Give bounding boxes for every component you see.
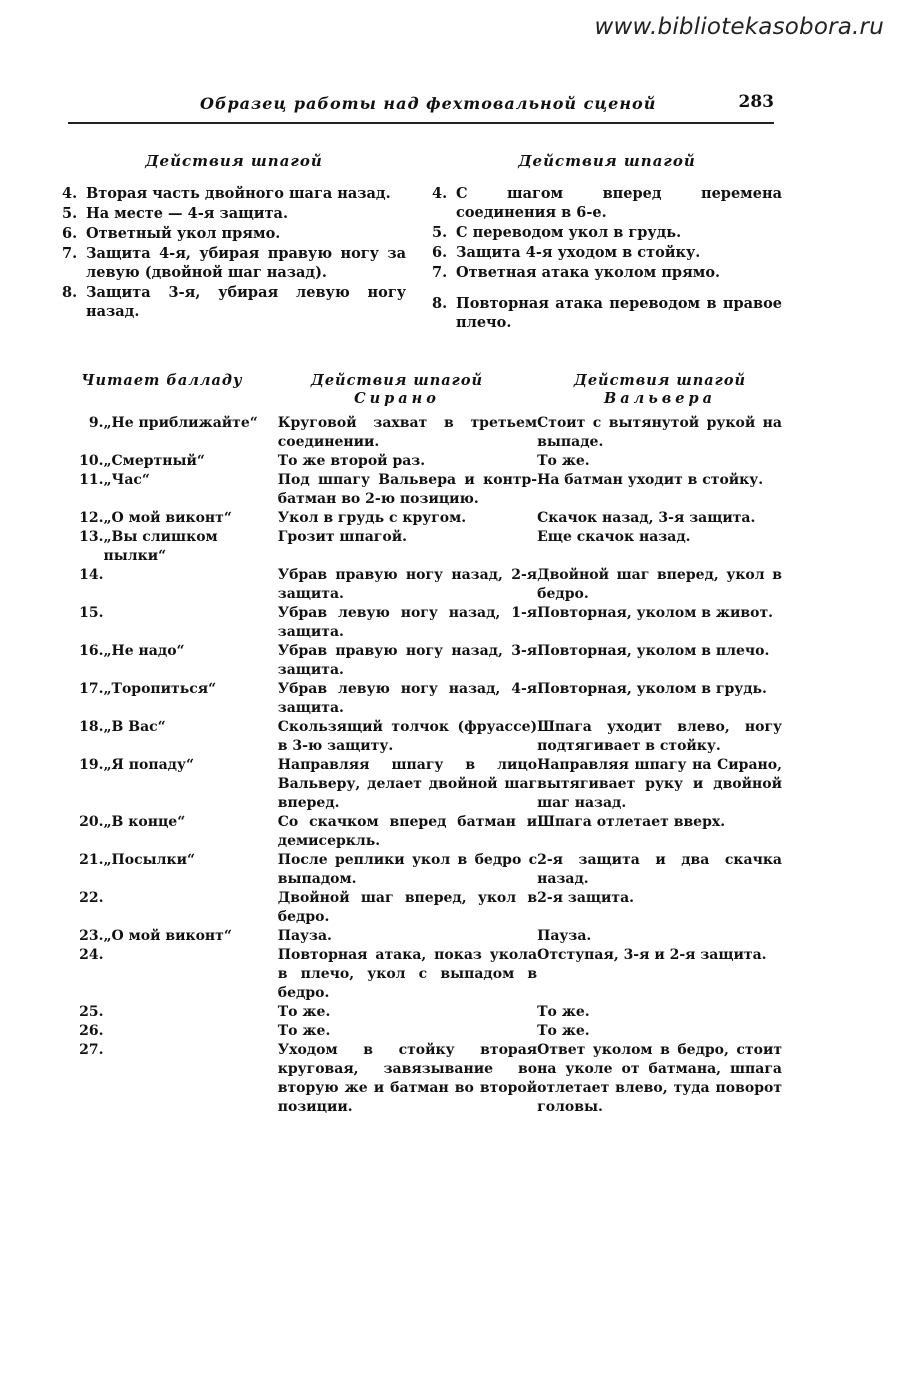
ballad-line	[103, 1022, 277, 1041]
row-number: 24.	[79, 947, 104, 963]
table-row	[62, 528, 782, 566]
table-row	[62, 1041, 782, 1117]
table-row	[62, 718, 782, 756]
right-item-number: 8.	[432, 295, 448, 312]
valvert-action: 2-я защита.	[537, 890, 635, 906]
ballad-line: „Посылки“	[103, 852, 196, 868]
left-item-text: Защита 3-я, убирая левую ногу назад.	[86, 284, 406, 320]
running-header	[68, 92, 774, 124]
left-actions-column	[62, 152, 406, 322]
table-row	[62, 471, 782, 509]
right-item-text: Защита 4-я уходом в стойку.	[456, 244, 701, 261]
row-number: 22.	[79, 890, 104, 906]
left-item-number: 4.	[62, 185, 78, 202]
table-row	[62, 1022, 782, 1041]
table-row	[62, 813, 782, 851]
ballad-line: „В конце“	[103, 814, 186, 830]
valvert-action: То же.	[537, 1004, 590, 1020]
left-item-text: Защита 4-я, убирая правую ногу за левую (двойной шаг назад).	[86, 245, 406, 281]
cyrano-action: Скользящий толчок (фруассе) в 3-ю защиту.	[277, 719, 538, 754]
right-item-number: 4.	[432, 185, 448, 202]
left-column-heading: Действия шпагой	[145, 152, 323, 170]
ballad-line: „Вы слишком пылки“	[103, 529, 218, 564]
left-item	[62, 244, 406, 282]
ballad-line	[103, 566, 277, 604]
valvert-action: 2-я защита и два скачка назад.	[537, 852, 782, 887]
left-item	[62, 204, 406, 223]
right-item-text: Ответная атака уколом прямо.	[456, 264, 721, 281]
cyrano-action: Повторная атака, показ укола в плечо, укол с выпадом в бедро.	[277, 947, 538, 1001]
heading-ballad: Читает балладу	[81, 372, 243, 389]
valvert-action: Направляя шпагу на Сирано, вытягивает руку и двойной шаг назад.	[537, 757, 782, 811]
row-number: 15.	[79, 605, 104, 621]
cyrano-action: Убрав левую ногу назад, 1-я защита.	[277, 605, 538, 640]
valvert-action: Пауза.	[537, 928, 592, 944]
table-row	[62, 680, 782, 718]
row-number: 23.	[79, 928, 104, 944]
ballad-line: „Час“	[103, 472, 150, 488]
heading-cyrano-line2: Сирано	[354, 390, 440, 407]
left-item-text: Вторая часть двойного шага назад.	[86, 185, 391, 202]
valvert-action: Стоит с вытянутой рукой на выпаде.	[537, 415, 782, 450]
valvert-action: Шпага уходит влево, ногу подтягивает в стойку.	[537, 719, 782, 754]
cyrano-action: То же второй раз.	[277, 453, 426, 469]
valvert-action: То же.	[537, 1023, 590, 1039]
cyrano-action: Убрав правую ногу назад, 3-я защита.	[277, 643, 538, 678]
ballad-line: „Смертный“	[103, 453, 205, 469]
row-number: 14.	[79, 567, 104, 583]
heading-valvert-line2: Вальвера	[603, 390, 717, 407]
table-row	[62, 452, 782, 471]
cyrano-action: Убрав правую ногу назад, 2-я защита.	[277, 567, 538, 602]
left-item-number: 6.	[62, 225, 78, 242]
right-column-heading: Действия шпагой	[518, 152, 696, 170]
table-row	[62, 509, 782, 528]
cyrano-action: То же.	[277, 1023, 331, 1039]
valvert-action: То же.	[537, 453, 590, 469]
ballad-line	[103, 889, 277, 927]
cyrano-action: Направляя шпагу в лицо Вальверу, делает двойной шаг вперед.	[277, 757, 538, 811]
ballad-line: „О мой виконт“	[103, 510, 232, 526]
table-row	[62, 756, 782, 813]
valvert-action: Еще скачок назад.	[537, 529, 691, 545]
ballad-table	[62, 372, 782, 1117]
cyrano-action: Круговой захват в третьем соединении.	[277, 415, 538, 450]
right-item-text: С шагом вперед перемена соединения в 6-е.	[456, 185, 782, 221]
table-row	[62, 927, 782, 946]
right-item	[432, 243, 782, 262]
row-number: 17.	[79, 681, 104, 697]
site-watermark: www.bibliotekasobora.ru	[594, 14, 884, 40]
page-title: Образец работы над фехтовальной сценой	[200, 94, 657, 113]
row-number: 9.	[88, 415, 104, 431]
left-item-number: 7.	[62, 245, 78, 262]
left-item-text: На месте — 4-я защита.	[86, 205, 288, 222]
table-row	[62, 946, 782, 1003]
ballad-line: „Торопиться“	[103, 681, 217, 697]
ballad-line	[103, 604, 277, 642]
page-number: 283	[738, 92, 774, 112]
cyrano-action: После реплики укол в бедро с выпадом.	[277, 852, 538, 887]
ballad-rows-table	[62, 414, 782, 1117]
valvert-action: Двойной шаг вперед, укол в бедро.	[537, 567, 782, 602]
table-row	[62, 642, 782, 680]
ballad-line: „Не надо“	[103, 643, 185, 659]
ballad-line: „В Вас“	[103, 719, 166, 735]
valvert-action: Повторная, уколом в живот.	[537, 605, 774, 621]
ballad-line	[103, 946, 277, 1003]
cyrano-action: То же.	[277, 1004, 331, 1020]
heading-cyrano-line1: Действия шпагой	[310, 372, 484, 389]
right-item-text: Повторная атака переводом в правое плечо.	[456, 295, 782, 331]
valvert-action: Отступая, 3-я и 2-я защита.	[537, 947, 767, 963]
row-number: 21.	[79, 852, 104, 868]
valvert-action: Повторная, уколом в плечо.	[537, 643, 770, 659]
left-item-number: 8.	[62, 284, 78, 301]
ballad-table-headings	[62, 372, 782, 414]
row-number: 19.	[79, 757, 104, 773]
heading-valvert-line1: Действия шпагой	[573, 372, 747, 389]
table-row	[62, 604, 782, 642]
row-number: 10.	[79, 453, 104, 469]
right-item-number: 5.	[432, 224, 448, 241]
cyrano-action: Убрав левую ногу назад, 4-я защита.	[277, 681, 538, 716]
cyrano-action: Укол в грудь с кругом.	[277, 510, 467, 526]
right-item	[432, 294, 782, 332]
left-item	[62, 224, 406, 243]
table-row	[62, 889, 782, 927]
valvert-action: Скачок назад, 3-я защита.	[537, 510, 756, 526]
ballad-line	[103, 1003, 277, 1022]
ballad-line: „Не приближайте“	[103, 415, 258, 431]
table-row	[62, 1003, 782, 1022]
row-number: 11.	[79, 472, 104, 488]
right-item-text: С переводом укол в грудь.	[456, 224, 682, 241]
right-item-number: 6.	[432, 244, 448, 261]
left-item-text: Ответный укол прямо.	[86, 225, 281, 242]
row-number: 16.	[79, 643, 104, 659]
row-number: 12.	[79, 510, 104, 526]
row-number: 13.	[79, 529, 104, 545]
left-item	[62, 184, 406, 203]
heading-valvert	[540, 372, 780, 408]
valvert-action: Ответ уколом в бедро, стоит на уколе от батмана, шпага отлетает влево, туда поворот головы.	[537, 1042, 782, 1115]
ballad-line	[103, 1041, 277, 1117]
table-row	[62, 566, 782, 604]
right-item	[432, 263, 782, 282]
right-item	[432, 223, 782, 242]
left-item-number: 5.	[62, 205, 78, 222]
table-row	[62, 851, 782, 889]
row-number: 25.	[79, 1004, 104, 1020]
ballad-line: „Я попаду“	[103, 757, 195, 773]
row-number: 26.	[79, 1023, 104, 1039]
cyrano-action: Пауза.	[277, 928, 332, 944]
valvert-action: Шпага отлетает вверх.	[537, 814, 726, 830]
row-number: 20.	[79, 814, 104, 830]
cyrano-action: Со скачком вперед батман и демисеркль.	[277, 814, 538, 849]
right-actions-column	[432, 152, 782, 333]
right-item	[432, 184, 782, 222]
row-number: 27.	[79, 1042, 104, 1058]
table-row	[62, 414, 782, 452]
cyrano-action: Под шпагу Вальвера и контр-батман во 2-ю позицию.	[277, 472, 538, 507]
cyrano-action: Грозит шпагой.	[277, 529, 407, 545]
valvert-action: Повторная, уколом в грудь.	[537, 681, 767, 697]
row-number: 18.	[79, 719, 104, 735]
cyrano-action: Двойной шаг вперед, укол в бедро.	[277, 890, 538, 925]
left-item	[62, 283, 406, 321]
heading-cyrano	[282, 372, 512, 408]
right-item-number: 7.	[432, 264, 448, 281]
ballad-line: „О мой виконт“	[103, 928, 232, 944]
cyrano-action: Уходом в стойку вторая круговая, завязывание во вторую же и батман во второй позиции.	[277, 1042, 538, 1115]
valvert-action: На батман уходит в стойку.	[537, 472, 764, 488]
